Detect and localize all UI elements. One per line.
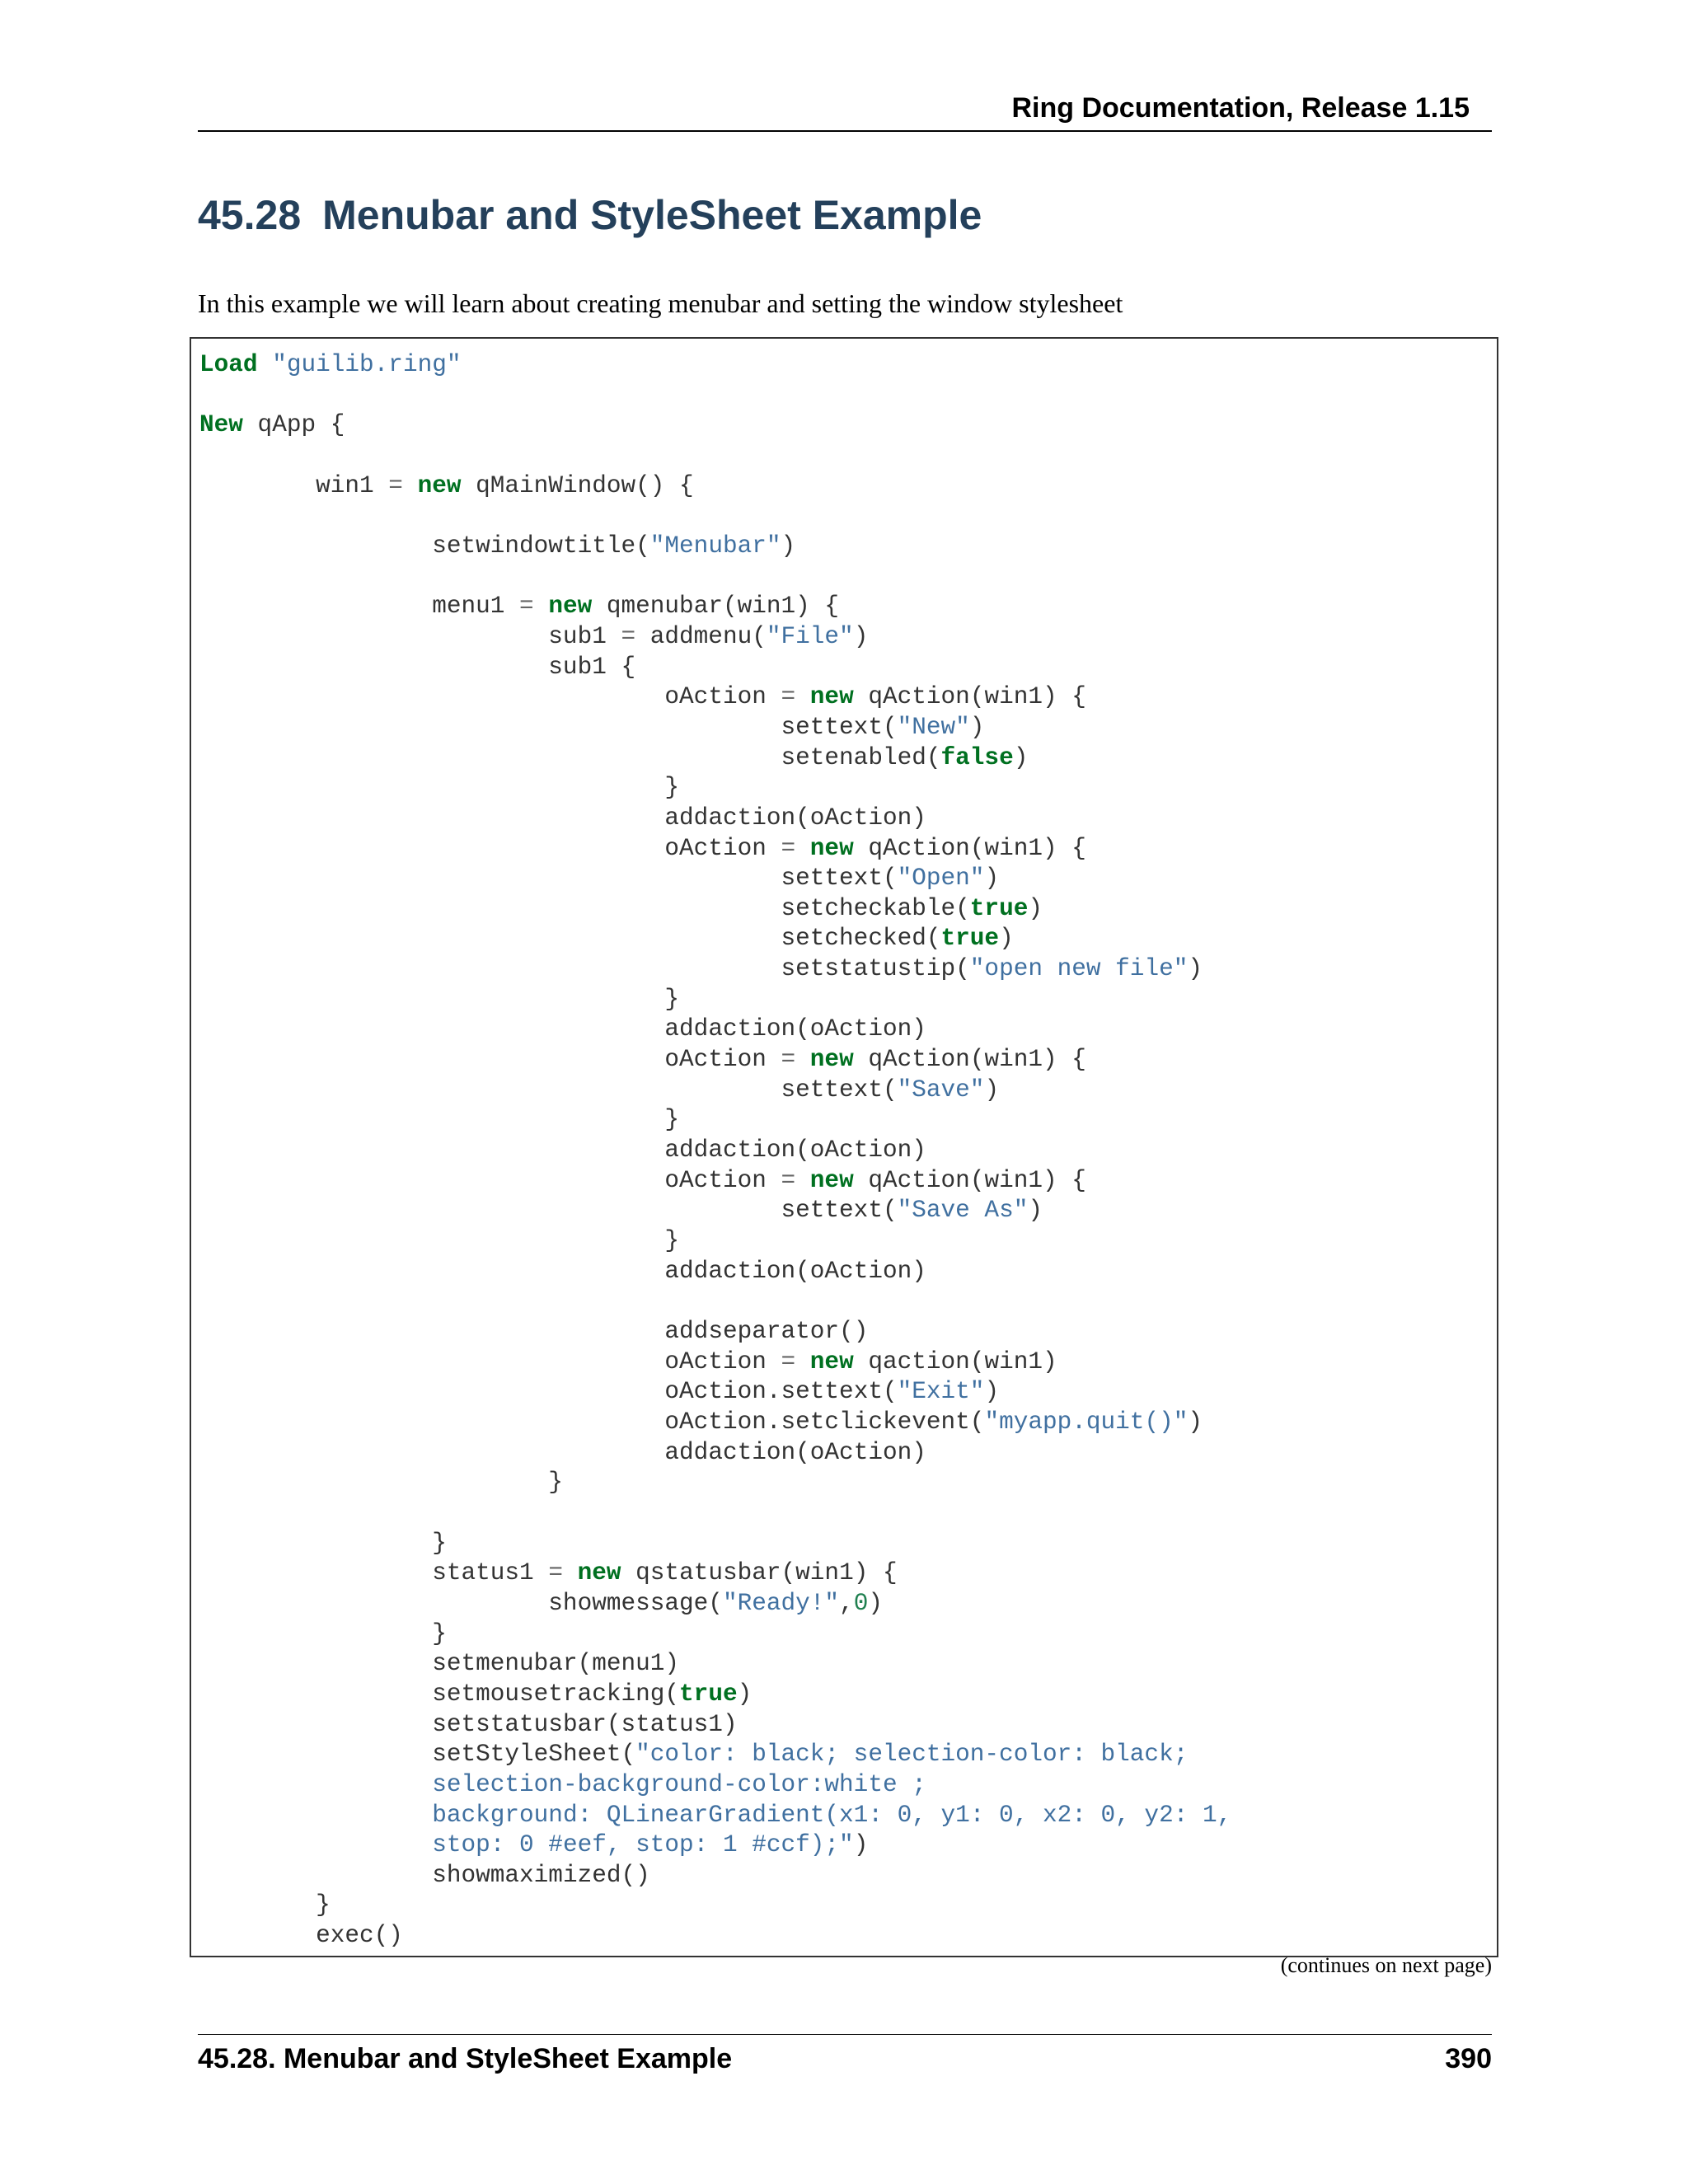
section-number: 45.28 (198, 192, 302, 238)
page-number: 390 (1445, 2043, 1492, 2074)
section-heading (198, 191, 982, 239)
code-block (190, 337, 1498, 1957)
intro-paragraph: In this example we will learn about creating menubar and setting the window stylesheet (198, 288, 1123, 318)
footer-section-label: 45.28. Menubar and StyleSheet Example (198, 2043, 733, 2074)
running-header: Ring Documentation, Release 1.15 (1011, 92, 1470, 124)
code-listing: Load "guilib.ring" New qApp { win1 = new qMainWindow() { setwindowtitle("Menubar") menu1 = new qmenubar(win1) { sub1 = addmenu("File") sub1 { oAction = new qAction(win1) { settext("New") setenabled(false) } addaction(oAction) oAction = new qAction(win1) { settext("Open") setcheckable(true) setchecked(true) setstatustip("open new file") } addaction(oAction) oAction = new qAction(win1) { settext("Save") } addaction(oAction) oAction = new qAction(win1) { settext("Save As") } addaction(oAction) addseparator() oAction = new qaction(win1) oAction.settext("Exit") oAction.setclickevent("myapp.quit()") addaction(oAction) } } status1 = new qstatusbar(win1) { showmessage("Ready!",0) } setmenubar(menu1) setmousetracking(true) setstatusbar(status1) setStyleSheet("color: black; selection-color: black; selection-background-color:white ; background: QLinearGradient(x1: 0, y1: 0, x2: 0, y2: 1, stop: 0 #eef, stop: 1 #ccf);") showmaximized() } exec() (199, 351, 1232, 1950)
footer-rule (198, 2034, 1492, 2035)
header-rule (198, 130, 1492, 132)
continuation-note: (continues on next page) (1280, 1953, 1492, 1977)
section-title: Menubar and StyleSheet Example (322, 192, 982, 238)
